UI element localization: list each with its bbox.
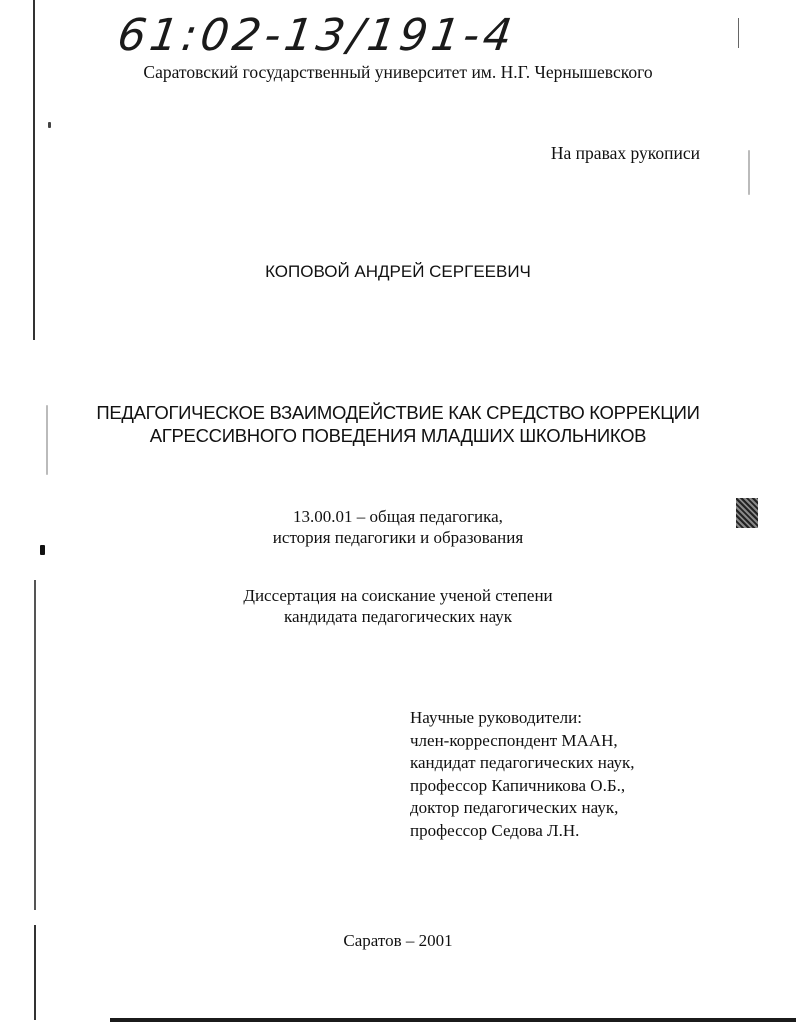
scan-bottom-bar (110, 1018, 796, 1022)
dissertation-title-line-2: АГРЕССИВНОГО ПОВЕДЕНИЯ МЛАДШИХ ШКОЛЬНИКОВ (149, 425, 647, 446)
advisor-line: доктор педагогических наук, (410, 798, 619, 817)
scan-mark-right-1 (748, 150, 750, 195)
scan-mark-left-1 (48, 122, 51, 128)
advisors-heading: Научные руководители: (410, 708, 582, 727)
advisor-line: профессор Седова Л.Н. (410, 820, 580, 840)
advisors-block (410, 707, 635, 842)
author-name: КОПОВОЙ АНДРЕЙ СЕРГЕЕВИЧ (265, 262, 531, 281)
advisor-line: профессор Капичникова О.Б., (410, 775, 626, 795)
scan-left-edge-line-lower (34, 580, 36, 910)
advisor-line: кандидат педагогических наук, (410, 753, 635, 772)
advisor-line: член-корреспондент МААН, (410, 730, 618, 750)
specialty-line-2: история педагогики и образования (272, 528, 524, 547)
city-and-year: Саратов – 2001 (343, 931, 453, 950)
dissertation-title-line-1: ПЕДАГОГИЧЕСКОЕ ВЗАИМОДЕЙСТВИЕ КАК СРЕДСТВО КОРРЕКЦИИ (96, 402, 700, 423)
university-name: Саратовский государственный университет им. Н.Г. Чернышевского (143, 62, 653, 82)
rights-note: На правах рукописи (550, 143, 700, 163)
handwritten-catalog-code: 61:02-13/191-4 (114, 10, 519, 61)
scan-right-edge-line (738, 18, 739, 48)
dissertation-degree-line-2: кандидата педагогических наук (283, 607, 513, 626)
specialty-line-1: 13.00.01 – общая педагогика, (293, 507, 503, 526)
scan-left-edge-line (33, 0, 35, 340)
dissertation-degree-line-1: Диссертация на соискание ученой степени (243, 586, 553, 605)
